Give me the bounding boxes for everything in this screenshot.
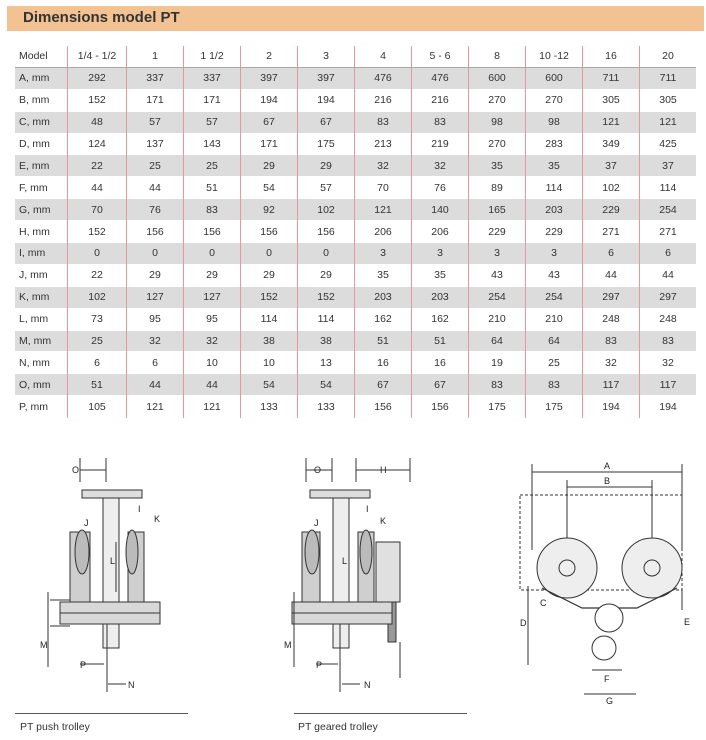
table-cell: 32 (640, 352, 697, 374)
table-cell: 64 (526, 330, 583, 352)
trolley-side-view-diagram (512, 460, 692, 715)
column-header: 5 - 6 (412, 46, 469, 67)
table-cell: 210 (469, 308, 526, 330)
table-cell: 349 (583, 133, 640, 155)
table-cell: 114 (526, 177, 583, 199)
table-row (15, 67, 696, 89)
table-cell: 83 (355, 111, 412, 133)
table-cell: 229 (469, 221, 526, 243)
table-row (15, 286, 696, 308)
table-row (15, 243, 696, 265)
table-cell: 35 (469, 155, 526, 177)
label-e: E (684, 617, 691, 627)
table-cell: 162 (412, 308, 469, 330)
table-cell: 229 (526, 221, 583, 243)
table-row (15, 155, 696, 177)
table-cell: 3 (412, 243, 469, 265)
table-cell: 38 (241, 330, 298, 352)
label-l: L (110, 556, 116, 566)
table-cell: 156 (184, 221, 241, 243)
table-cell: 54 (241, 177, 298, 199)
table-cell: 89 (469, 177, 526, 199)
table-cell: 156 (298, 221, 355, 243)
label-p: P (316, 660, 323, 670)
column-header: 16 (583, 46, 640, 67)
table-cell: 271 (640, 221, 697, 243)
table-cell: 83 (412, 111, 469, 133)
geared-caption-rule (294, 713, 467, 714)
table-row (15, 396, 696, 418)
table-cell: 206 (355, 221, 412, 243)
table-cell: 10 (241, 352, 298, 374)
table-cell: 25 (526, 352, 583, 374)
table-cell: 76 (412, 177, 469, 199)
table-cell: 29 (298, 264, 355, 286)
label-i: I (366, 504, 369, 514)
label-i: I (138, 504, 141, 514)
table-cell: 16 (355, 352, 412, 374)
table-cell: 32 (127, 330, 184, 352)
table-cell: 124 (68, 133, 127, 155)
table-cell: 203 (412, 286, 469, 308)
table-cell: 54 (298, 374, 355, 396)
table-row (15, 111, 696, 133)
label-h: H (380, 465, 387, 475)
table-cell: 48 (68, 111, 127, 133)
geared-trolley-caption: PT geared trolley (298, 721, 378, 733)
label-n: N (364, 680, 371, 690)
title-bar (7, 6, 704, 31)
table-cell: 711 (640, 67, 697, 89)
table-cell: 67 (412, 374, 469, 396)
table-cell: 76 (127, 199, 184, 221)
table-cell: 44 (127, 374, 184, 396)
row-label: I, mm (15, 243, 68, 265)
table-cell: 29 (241, 264, 298, 286)
table-cell: 37 (640, 155, 697, 177)
table-cell: 283 (526, 133, 583, 155)
row-label: M, mm (15, 330, 68, 352)
table-cell: 25 (184, 155, 241, 177)
table-cell: 19 (469, 352, 526, 374)
table-cell: 270 (469, 89, 526, 111)
table-cell: 37 (583, 155, 640, 177)
row-label: O, mm (15, 374, 68, 396)
label-j: J (84, 518, 89, 528)
table-row (15, 89, 696, 111)
table-cell: 270 (526, 89, 583, 111)
table-cell: 57 (127, 111, 184, 133)
table-cell: 13 (298, 352, 355, 374)
table-cell: 0 (241, 243, 298, 265)
push-trolley-caption: PT push trolley (20, 721, 90, 733)
push-trolley-diagram (20, 452, 200, 700)
column-header: 3 (298, 46, 355, 67)
table-cell: 271 (583, 221, 640, 243)
table-cell: 70 (68, 199, 127, 221)
table-row (15, 374, 696, 396)
table-cell: 137 (127, 133, 184, 155)
table-cell: 29 (127, 264, 184, 286)
column-header: 20 (640, 46, 697, 67)
table-cell: 297 (640, 286, 697, 308)
table-cell: 156 (127, 221, 184, 243)
table-cell: 127 (127, 286, 184, 308)
table-cell: 156 (412, 396, 469, 418)
table-cell: 254 (526, 286, 583, 308)
table-cell: 102 (583, 177, 640, 199)
table-cell: 121 (184, 396, 241, 418)
table-header-row (15, 46, 696, 67)
label-o: O (72, 465, 80, 475)
row-label: N, mm (19, 356, 50, 369)
label-l: L (342, 556, 348, 566)
label-n: N (128, 680, 135, 690)
label-k: K (380, 516, 387, 526)
row-label: L, mm (19, 313, 49, 326)
table-cell: 114 (298, 308, 355, 330)
table-cell: 6 (68, 352, 127, 374)
table-cell: 3 (526, 243, 583, 265)
table-cell: 83 (184, 199, 241, 221)
table-cell: 127 (184, 286, 241, 308)
table-cell: 711 (583, 67, 640, 89)
table-cell: 25 (127, 155, 184, 177)
table-cell: 32 (412, 155, 469, 177)
table-cell: 0 (184, 243, 241, 265)
column-header: 1/4 - 1/2 (68, 46, 127, 67)
table-cell: 206 (412, 221, 469, 243)
label-d: D (520, 618, 527, 628)
table-cell: 305 (583, 89, 640, 111)
label-a: A (604, 461, 611, 471)
table-cell: 117 (640, 374, 697, 396)
table-cell: 229 (583, 199, 640, 221)
table-cell: 0 (127, 243, 184, 265)
table-cell: 152 (68, 89, 127, 111)
table-cell: 32 (184, 330, 241, 352)
table-cell: 67 (298, 111, 355, 133)
table-cell: 248 (640, 308, 697, 330)
table-cell: 43 (526, 264, 583, 286)
table-cell: 143 (184, 133, 241, 155)
table-cell: 600 (469, 67, 526, 89)
table-cell: 194 (583, 396, 640, 418)
table-cell: 83 (469, 374, 526, 396)
table-cell: 600 (526, 67, 583, 89)
header-model-label: Model (15, 46, 68, 67)
table-cell: 216 (355, 89, 412, 111)
table-row (15, 352, 696, 374)
table-cell: 98 (469, 111, 526, 133)
table-cell: 22 (68, 155, 127, 177)
table-cell: 64 (469, 330, 526, 352)
table-cell: 95 (184, 308, 241, 330)
table-row (15, 133, 696, 155)
geared-trolley-diagram (280, 452, 440, 700)
table-cell: 83 (526, 374, 583, 396)
table-cell: 57 (298, 177, 355, 199)
table-row (15, 177, 696, 199)
table-cell: 337 (127, 67, 184, 89)
table-cell: 194 (241, 89, 298, 111)
label-b: B (604, 476, 611, 486)
row-label: A, mm (15, 67, 68, 89)
table-cell: 25 (68, 330, 127, 352)
table-cell: 175 (526, 396, 583, 418)
table-cell: 44 (127, 177, 184, 199)
row-label: P, mm (19, 400, 48, 413)
table-cell: 203 (526, 199, 583, 221)
table-cell: 51 (412, 330, 469, 352)
table-cell: 44 (640, 264, 697, 286)
label-f: F (604, 674, 610, 684)
table-cell: 152 (298, 286, 355, 308)
table-cell: 152 (68, 221, 127, 243)
push-caption-rule (15, 713, 188, 714)
table-cell: 165 (469, 199, 526, 221)
table-cell: 476 (412, 67, 469, 89)
table-cell: 175 (469, 396, 526, 418)
column-header: 2 (241, 46, 298, 67)
table-cell: 114 (640, 177, 697, 199)
page-title: Dimensions model PT (23, 9, 180, 26)
row-label: C, mm (15, 111, 68, 133)
row-label: G, mm (15, 199, 68, 221)
table-cell: 171 (127, 89, 184, 111)
table-cell: 3 (355, 243, 412, 265)
table-cell: 67 (355, 374, 412, 396)
table-cell: 156 (241, 221, 298, 243)
table-cell: 32 (583, 352, 640, 374)
table-row (15, 330, 696, 352)
table-cell: 44 (68, 177, 127, 199)
row-label: D, mm (19, 138, 50, 150)
table-cell: 210 (526, 308, 583, 330)
table-cell: 156 (355, 396, 412, 418)
table-cell: 133 (241, 396, 298, 418)
table-cell: 29 (184, 264, 241, 286)
table-cell: 44 (184, 374, 241, 396)
table-cell: 73 (68, 308, 127, 330)
table-cell: 51 (184, 177, 241, 199)
row-label: H, mm (19, 225, 50, 238)
table-cell: 425 (640, 133, 697, 155)
label-m: M (284, 640, 292, 650)
table-cell: 95 (127, 308, 184, 330)
table-cell: 397 (298, 67, 355, 89)
table-cell: 117 (583, 374, 640, 396)
table-cell: 337 (184, 67, 241, 89)
table-cell: 29 (298, 155, 355, 177)
table-cell: 57 (184, 111, 241, 133)
table-cell: 171 (241, 133, 298, 155)
table-cell: 70 (355, 177, 412, 199)
column-header: 4 (355, 46, 412, 67)
dimensions-table (15, 46, 696, 418)
table-cell: 10 (184, 352, 241, 374)
table-cell: 6 (127, 352, 184, 374)
table-cell: 152 (241, 286, 298, 308)
table-cell: 35 (355, 264, 412, 286)
label-j: J (314, 518, 319, 528)
row-label: J, mm (19, 269, 48, 282)
table-cell: 3 (469, 243, 526, 265)
table-cell: 171 (184, 89, 241, 111)
table-cell: 92 (241, 199, 298, 221)
table-cell: 213 (355, 133, 412, 155)
table-row (15, 199, 696, 221)
table-cell: 22 (68, 264, 127, 286)
table-cell: 35 (412, 264, 469, 286)
table-cell: 98 (526, 111, 583, 133)
table-cell: 121 (127, 396, 184, 418)
row-label: B, mm (19, 94, 50, 107)
table-cell: 140 (412, 199, 469, 221)
table-cell: 43 (469, 264, 526, 286)
row-label: E, mm (15, 155, 68, 177)
label-g: G (606, 696, 614, 706)
table-cell: 121 (583, 111, 640, 133)
table-cell: 83 (583, 330, 640, 352)
table-row (15, 308, 696, 330)
table-cell: 194 (640, 396, 697, 418)
table-cell: 175 (298, 133, 355, 155)
column-header: 8 (469, 46, 526, 67)
table-cell: 83 (640, 330, 697, 352)
table-cell: 270 (469, 133, 526, 155)
table-cell: 6 (640, 243, 697, 265)
label-m: M (40, 640, 48, 650)
column-header: 1 1/2 (184, 46, 241, 67)
table-cell: 16 (412, 352, 469, 374)
row-label: F, mm (19, 181, 48, 194)
table-cell: 114 (241, 308, 298, 330)
table-cell: 194 (298, 89, 355, 111)
table-cell: 476 (355, 67, 412, 89)
table-cell: 44 (583, 264, 640, 286)
table-row (15, 264, 696, 286)
table-cell: 38 (298, 330, 355, 352)
table-cell: 133 (298, 396, 355, 418)
column-header: 10 -12 (526, 46, 583, 67)
table-cell: 254 (469, 286, 526, 308)
table-cell: 292 (68, 67, 127, 89)
table-cell: 162 (355, 308, 412, 330)
table-cell: 67 (241, 111, 298, 133)
column-header: 1 (127, 46, 184, 67)
table-cell: 51 (355, 330, 412, 352)
table-cell: 6 (583, 243, 640, 265)
table-cell: 29 (241, 155, 298, 177)
table-cell: 397 (241, 67, 298, 89)
table-cell: 121 (355, 199, 412, 221)
table-cell: 102 (68, 286, 127, 308)
row-label: K, mm (15, 286, 68, 308)
table-cell: 0 (68, 243, 127, 265)
table-cell: 121 (640, 111, 697, 133)
table-cell: 51 (68, 374, 127, 396)
table-cell: 0 (298, 243, 355, 265)
table-cell: 102 (298, 199, 355, 221)
table-cell: 54 (241, 374, 298, 396)
table-cell: 297 (583, 286, 640, 308)
table-cell: 35 (526, 155, 583, 177)
label-o: O (314, 465, 322, 475)
table-cell: 105 (68, 396, 127, 418)
table-cell: 203 (355, 286, 412, 308)
table-row (15, 221, 696, 243)
table-cell: 305 (640, 89, 697, 111)
table-cell: 32 (355, 155, 412, 177)
table-cell: 254 (640, 199, 697, 221)
label-c: C (540, 598, 547, 608)
table-cell: 216 (412, 89, 469, 111)
label-p: P (80, 660, 87, 670)
table-cell: 219 (412, 133, 469, 155)
table-cell: 248 (583, 308, 640, 330)
label-k: K (154, 514, 161, 524)
